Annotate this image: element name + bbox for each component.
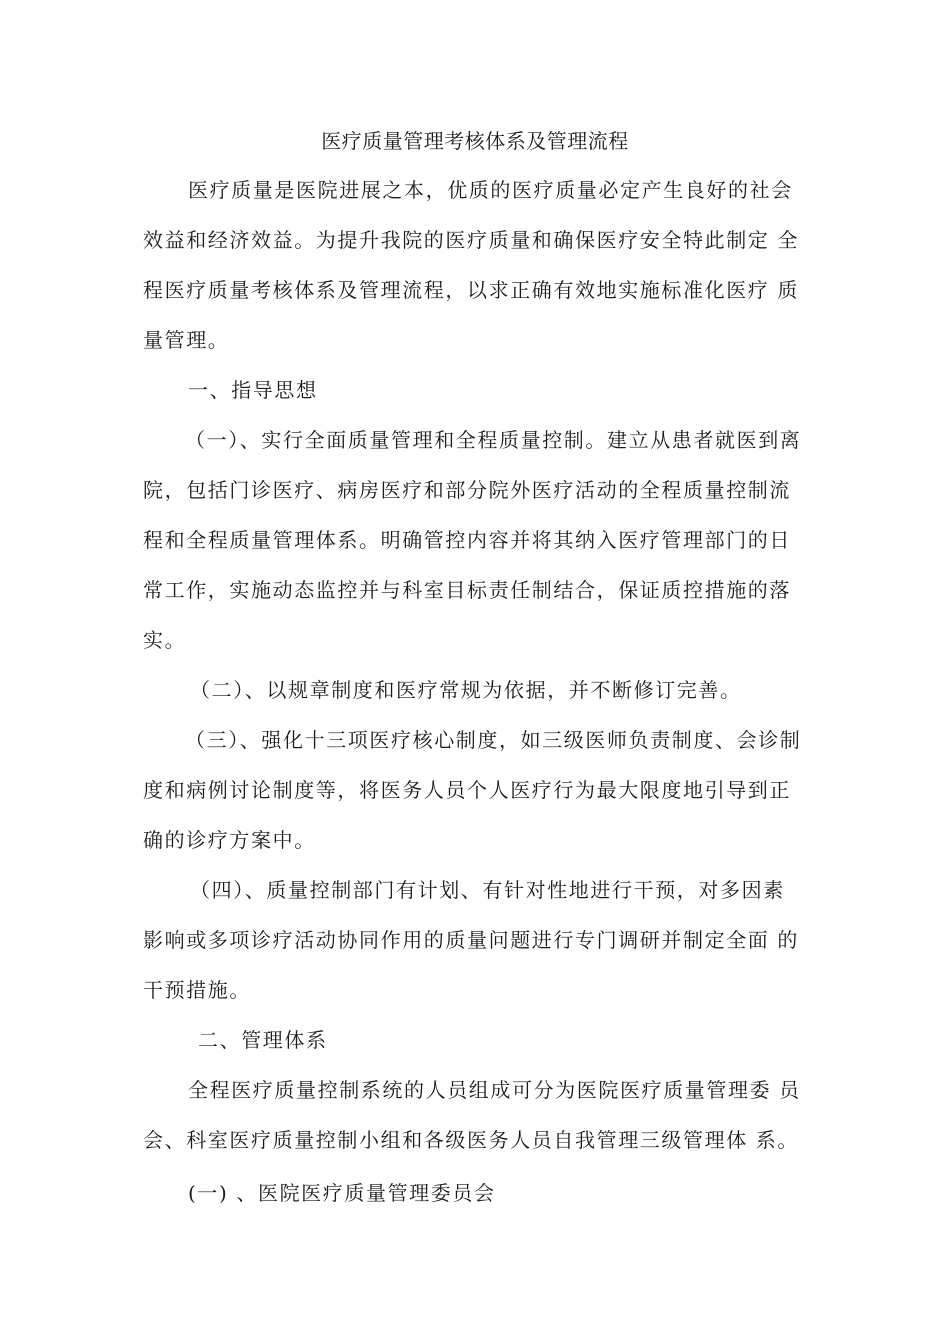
paragraph-line: 全程医疗质量控制系统的人员组成可分为医院医疗质量管理委 员	[188, 1078, 801, 1102]
paragraph-line: （一）、实行全面质量管理和全程质量控制。建立从患者就医到离	[185, 428, 802, 452]
paragraph-line: 确的诊疗方案中。	[143, 828, 316, 852]
paragraph-line: 程和全程质量管理体系。明确管控内容并将其纳入医疗管理部门的日	[143, 528, 791, 552]
paragraph-line: 程医疗质量考核体系及管理流程，以求正确有效地实施标准化医疗 质	[143, 278, 799, 302]
paragraph-line: 干预措施。	[143, 978, 251, 1002]
paragraph-line: 常工作，实施动态监控并与科室目标责任制结合，保证质控措施的落	[143, 578, 791, 602]
document-title: 医疗质量管理考核体系及管理流程	[321, 129, 629, 153]
subsection-heading: (一) 、医院医疗质量管理委员会	[188, 1181, 496, 1205]
section-heading: 二、管理体系	[198, 1028, 328, 1052]
paragraph-line: （三）、强化十三项医疗核心制度，如三级医师负责制度、会诊制	[185, 728, 802, 752]
paragraph-line: （二）、以规章制度和医疗常规为依据，并不断修订完善。	[190, 678, 742, 702]
paragraph-line: 院，包括门诊医疗、病房医疗和部分院外医疗活动的全程质量控制流	[143, 478, 791, 502]
paragraph-line: 效益和经济效益。为提升我院的医疗质量和确保医疗安全特此制定 全	[143, 228, 799, 252]
paragraph-line: 实。	[143, 628, 187, 652]
section-heading: 一、指导思想	[188, 378, 318, 402]
paragraph-line: 影响或多项诊疗活动协同作用的质量问题进行专门调研并制定全面 的	[143, 928, 799, 952]
paragraph-line: 会、科室医疗质量控制小组和各级医务人员自我管理三级管理体 系。	[143, 1128, 799, 1152]
paragraph-line: 医疗质量是医院进展之本，优质的医疗质量必定产生良好的社会	[188, 178, 793, 202]
paragraph-line: 度和病例讨论制度等，将医务人员个人医疗行为最大限度地引导到正	[143, 778, 791, 802]
paragraph-line: （四）、质量控制部门有计划、有针对性地进行干预，对多因素	[190, 878, 785, 902]
paragraph-line: 量管理。	[143, 328, 230, 352]
